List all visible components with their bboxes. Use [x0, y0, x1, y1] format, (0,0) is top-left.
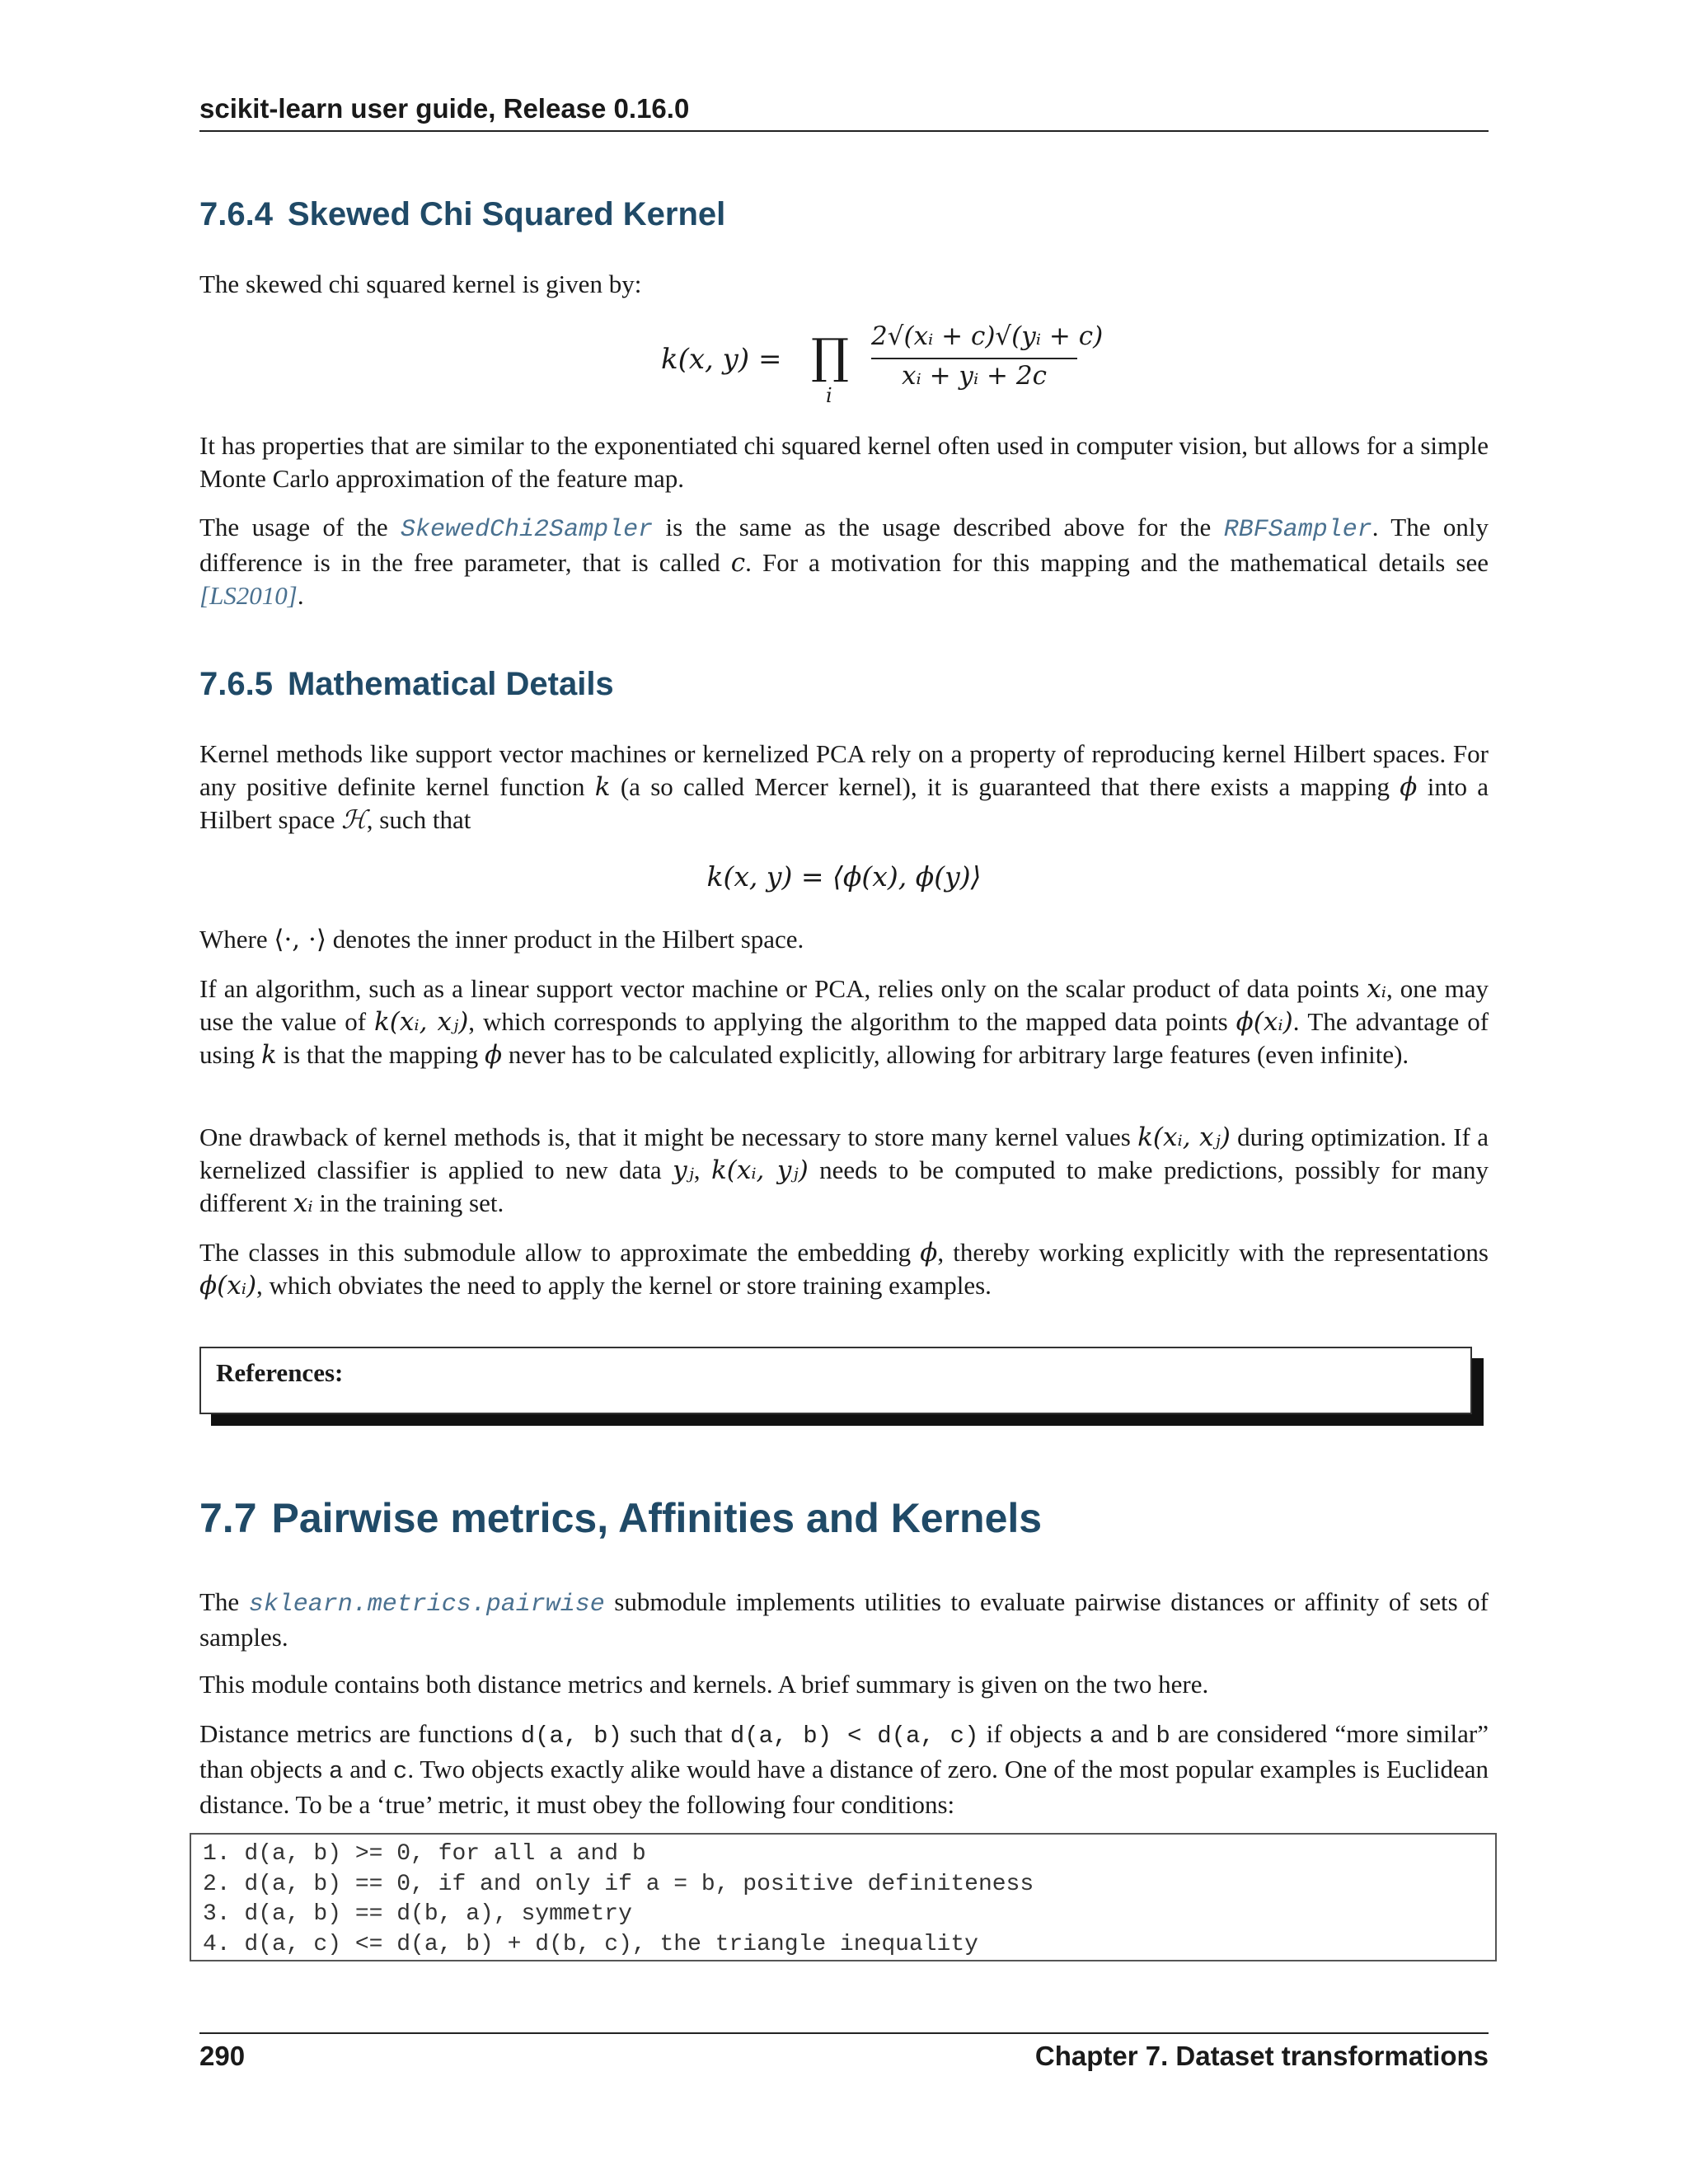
fraction-bar	[871, 358, 1077, 359]
link-rbfsampler[interactable]: RBFSampler	[1223, 516, 1372, 544]
paragraph-pairwise-intro	[199, 1586, 1489, 1654]
text: are considered “more similar” than objects	[199, 1719, 1489, 1783]
text: The usage of the	[199, 513, 401, 541]
running-header: scikit-learn user guide, Release 0.16.0	[199, 92, 1489, 132]
math-hilbert-space: ℋ	[341, 805, 367, 835]
text: The	[199, 1587, 249, 1616]
text: , one may use the value of	[199, 974, 1489, 1036]
code-b: b	[1156, 1722, 1170, 1750]
section-title: Skewed Chi Squared Kernel	[287, 196, 726, 232]
text: Distance metrics are functions	[199, 1719, 521, 1748]
text: during optimization. If a kernelized classifier is applied to new data	[199, 1122, 1489, 1184]
references-box	[199, 1347, 1472, 1414]
math-yj: yⱼ	[673, 1155, 694, 1185]
math-phi-xi: ϕ(xᵢ)	[1236, 1007, 1293, 1037]
formula-denominator: xᵢ + yᵢ + 2c	[902, 361, 1047, 391]
math-xi: xᵢ	[1367, 974, 1386, 1004]
paragraph-usage	[199, 511, 1489, 612]
paragraph-inner-product	[199, 923, 1489, 956]
paragraph-module-summary: This module contains both distance metrics and kernels. A brief summary is given on the two here.	[199, 1670, 1209, 1699]
paragraph-intro: The skewed chi squared kernel is given by:	[199, 269, 642, 298]
page-number: 290	[199, 2041, 246, 2071]
text: such that	[621, 1719, 730, 1748]
text: is the same as the usage described above for the	[653, 513, 1224, 541]
math-xi: xᵢ	[293, 1188, 313, 1218]
text: needs to be computed to make predictions, possibly for many different	[199, 1155, 1489, 1217]
math-phi: ϕ	[1400, 772, 1418, 802]
section-title: Mathematical Details	[287, 666, 614, 702]
text: If an algorithm, such as a linear support vector machine or PCA, relies only on the scalar product of data points	[199, 974, 1367, 1003]
text: if objects	[978, 1719, 1090, 1748]
paragraph-kernel-methods	[199, 738, 1489, 837]
citation-ls2010[interactable]: [LS2010]	[199, 581, 298, 610]
metric-conditions-code-block	[190, 1833, 1497, 1961]
section-number: 7.6.5	[199, 666, 273, 702]
math-inner-product: ⟨·, ·⟩	[274, 925, 326, 954]
code-line: 1. d(a, b) >= 0, for all a and b	[203, 1841, 646, 1867]
math-k-xi-xj: k(xᵢ, xⱼ)	[374, 1007, 469, 1037]
references-label: References:	[216, 1358, 344, 1387]
text: The classes in this submodule allow to approximate the embedding	[199, 1238, 921, 1267]
formula-lhs: k(x, y) =	[661, 343, 782, 376]
text: (a so called Mercer kernel), it is guaranteed that there exists a mapping	[610, 772, 1400, 801]
formula-numerator: 2√(xᵢ + c)√(yᵢ + c)	[871, 321, 1104, 351]
section-title: Pairwise metrics, Affinities and Kernels	[271, 1495, 1043, 1541]
text: and	[1104, 1719, 1156, 1748]
code-line: 4. d(a, c) <= d(a, b) + d(b, c), the triangle inequality	[203, 1931, 978, 1957]
math-phi: ϕ	[920, 1238, 938, 1268]
product-index: i	[826, 384, 832, 407]
link-skewedchi2sampler[interactable]: SkewedChi2Sampler	[401, 516, 654, 544]
text: ,	[693, 1155, 711, 1184]
footer-rule	[199, 2032, 1489, 2034]
section-heading-7-7	[199, 1493, 1042, 1543]
code-d-inequality: d(a, b) < d(a, c)	[729, 1722, 979, 1750]
text: is that the mapping	[276, 1040, 485, 1069]
text: Kernel methods like support vector machines or kernelized PCA rely on a property of reproducing kernel Hilbert spaces. For any positive definite kernel function	[199, 739, 1489, 801]
paragraph-distance-metrics	[199, 1718, 1489, 1821]
text: . Two objects exactly alike would have a distance of zero. One of the most popular examples is Euclidean distance. To be a ‘true’ metric, it must obey the following four conditions:	[199, 1755, 1489, 1819]
paragraph-scalar-product	[199, 972, 1489, 1071]
section-number: 7.6.4	[199, 196, 273, 232]
text: , which obviates the need to apply the kernel or store training examples.	[256, 1271, 992, 1300]
text: into a Hilbert space	[199, 772, 1489, 834]
section-number: 7.7	[199, 1495, 257, 1541]
text: .	[297, 581, 304, 610]
code-a: a	[328, 1758, 344, 1785]
section-heading-7-6-5	[199, 664, 614, 704]
math-k: k	[594, 772, 611, 802]
text: never has to be calculated explicitly, allowing for arbitrary large features (even infinite).	[502, 1040, 1409, 1069]
link-sklearn-metrics-pairwise[interactable]: sklearn.metrics.pairwise	[248, 1591, 605, 1619]
text: , which corresponds to applying the algorithm to the mapped data points	[468, 1007, 1236, 1036]
text: . The only difference is in the free parameter, that is called	[199, 513, 1489, 577]
code-c: c	[392, 1758, 408, 1785]
text: and	[343, 1755, 393, 1783]
formula-kernel-inner-product: k(x, y) = ⟨ϕ(x), ϕ(y)⟩	[706, 860, 982, 893]
text: denotes the inner product in the Hilbert space.	[326, 925, 804, 954]
math-k-xi-yj: k(xᵢ, yⱼ)	[710, 1155, 809, 1185]
text: , thereby working explicitly with the representations	[937, 1238, 1489, 1267]
code-line: 3. d(a, b) == d(b, a), symmetry	[203, 1901, 632, 1927]
code-d-a-b: d(a, b)	[520, 1722, 622, 1750]
chapter-title: Chapter 7. Dataset transformations	[1034, 2041, 1489, 2071]
code-a: a	[1089, 1722, 1104, 1750]
text: submodule implements utilities to evaluate pairwise distances or affinity of sets of samples.	[199, 1587, 1489, 1652]
text: Where	[199, 925, 274, 954]
paragraph-properties: It has properties that are similar to the exponentiated chi squared kernel often used in computer vision, but allows for a simple Monte Carlo approximation of the feature map.	[199, 431, 1489, 493]
text: . For a motivation for this mapping and the mathematical details see	[745, 548, 1489, 577]
math-c: c	[730, 548, 746, 578]
text: in the training set.	[312, 1188, 504, 1217]
math-phi: ϕ	[485, 1040, 503, 1070]
product-symbol: ∏	[811, 328, 850, 384]
text: , such that	[366, 805, 471, 834]
paragraph-embedding	[199, 1236, 1489, 1302]
formula-skewed-chi2	[661, 321, 1238, 412]
math-k: k	[260, 1040, 277, 1070]
code-line: 2. d(a, b) == 0, if and only if a = b, positive definiteness	[203, 1871, 1034, 1897]
text: . The advantage of using	[199, 1007, 1489, 1069]
math-phi-xi: ϕ(xᵢ)	[199, 1271, 257, 1301]
section-heading-7-6-4	[199, 194, 725, 234]
paragraph-drawback	[199, 1121, 1489, 1220]
text: One drawback of kernel methods is, that it might be necessary to store many kernel values	[199, 1122, 1138, 1151]
math-k-xi-xj: k(xᵢ, xⱼ)	[1137, 1122, 1231, 1152]
